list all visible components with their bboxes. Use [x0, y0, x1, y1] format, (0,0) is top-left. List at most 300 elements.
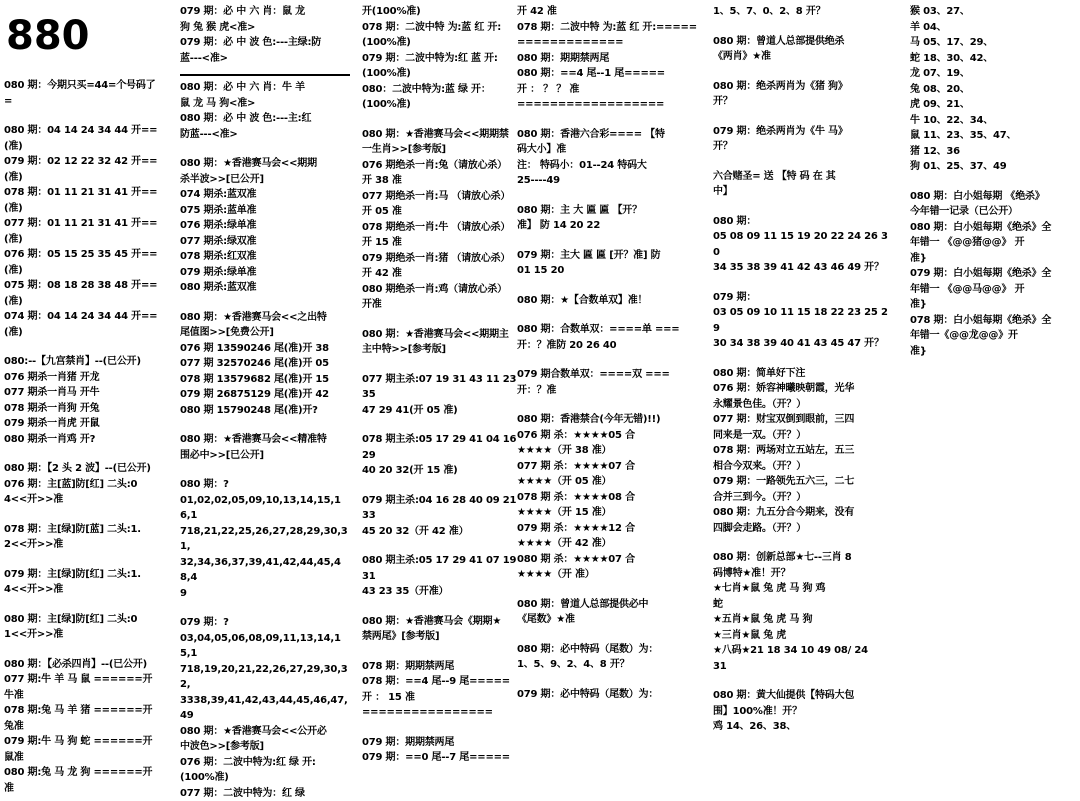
text-line: 079 期：02 12 22 32 42 开==(准)	[4, 154, 164, 185]
text-line: 猪 12、36	[910, 144, 1080, 160]
block-gap	[517, 583, 705, 597]
text-line: 079 期:牛 马 狗 蛇 ======开	[4, 734, 164, 750]
text-line: 马 05、17、29、	[910, 35, 1080, 51]
text-line: 蛇	[713, 597, 888, 613]
column-3	[362, 4, 517, 801]
text-block	[362, 735, 517, 766]
text-block	[180, 432, 350, 463]
text-line: 080 期：★香港赛马会《期期★	[362, 614, 517, 630]
text-line: 077 期 杀：★★★★07 合	[517, 459, 705, 475]
block-gap	[517, 628, 705, 642]
column-5	[713, 4, 888, 801]
text-line: 开 38 准	[362, 173, 517, 189]
text-block	[517, 293, 705, 309]
text-block	[713, 366, 888, 537]
text-line: 078 期 13579682 尾(准)开 15	[180, 372, 350, 388]
text-line: 32,34,36,37,39,41,42,44,45,48,4	[180, 555, 350, 586]
block-gap	[910, 175, 1080, 189]
text-line: 080 期：今期只买=44=个号码了	[4, 78, 164, 94]
text-line: 围】100%准！开？	[713, 704, 888, 720]
text-line: 076 期：二波中特为:红 绿 开:	[180, 755, 350, 771]
block-gap	[362, 600, 517, 614]
text-line: 077 期：财宝双倒到眼前，三四	[713, 412, 888, 428]
text-line: 080 期：白小姐每期《绝杀》全	[910, 220, 1080, 236]
text-line: ★★★★（开 准）	[517, 567, 705, 583]
text-line: 080 期：主 大 匾 匾 【开？	[517, 203, 705, 219]
text-line: 鼠 龙 马 狗<准>	[180, 96, 350, 112]
text-line: 080 期：期期禁两尾	[517, 51, 705, 67]
text-line: 076 期杀:绿单准	[180, 218, 350, 234]
text-line: 076 期：娇容神曦映朝霞，光华	[713, 381, 888, 397]
text-block	[362, 614, 517, 645]
text-line: 079 期 26875129 尾(准)开 42	[180, 387, 350, 403]
text-line: 080 期：绝杀两肖为《猪 狗》	[713, 79, 888, 95]
text-line: 47 29 41(开 05 准)	[362, 403, 517, 419]
block-gap	[517, 308, 705, 322]
text-line: 079 期：必 中 六 肖：鼠 龙	[180, 4, 350, 20]
text-line: 四脚会走路。（开？）	[713, 521, 888, 537]
text-line: 虎 09、21、	[910, 97, 1080, 113]
text-line: 080 期：★香港赛马会<<期期禁	[362, 127, 517, 143]
text-line: 兔 08、20、	[910, 82, 1080, 98]
text-line: 080 期：必中特码（尾数）为：	[517, 642, 705, 658]
text-line: 078 期：二波中特 为:蓝 红 开:	[362, 20, 517, 36]
text-line: 鼠 11、23、35、47、	[910, 128, 1080, 144]
text-line: 080 期：黄大仙提供【特码大包	[713, 688, 888, 704]
text-line: 猴 03、27、	[910, 4, 1080, 20]
text-line: ★三肖★鼠 兔 虎	[713, 628, 888, 644]
text-line: 43 23 35（开准）	[362, 584, 517, 600]
block-gap	[4, 598, 164, 612]
text-block	[713, 214, 888, 276]
text-line: 尾值图>>[免费公开]	[180, 325, 350, 341]
text-line: 080 期：香港禁合(今年无错)!!)	[517, 412, 705, 428]
text-line: 080 期：★香港赛马会<<期期主	[362, 327, 517, 343]
text-line: 078 期绝杀一肖:牛 （请放心杀）	[362, 220, 517, 236]
text-line: 《尾数》★准	[517, 612, 705, 628]
text-line: 龙 07、19、	[910, 66, 1080, 82]
text-line: 079 期主杀:04 16 28 40 09 21 33	[362, 493, 517, 524]
text-line: 蓝---<准>	[180, 51, 350, 67]
text-line: 《两肖》★准	[713, 49, 888, 65]
text-line: 078 期：01 11 21 31 41 开==(准)	[4, 185, 164, 216]
text-line: 079 期：?	[180, 615, 350, 631]
text-line: 078 期 杀：★★★★08 合	[517, 490, 705, 506]
text-block	[362, 432, 517, 479]
text-line: 4<<开>>准	[4, 582, 164, 598]
text-block	[180, 4, 350, 66]
text-line: 080 期：★香港赛马会<<公开必	[180, 724, 350, 740]
text-line: 01,02,02,05,09,10,13,14,15,16,1	[180, 493, 350, 524]
text-line: 六合赌圣= 送 【特 码 在 其	[713, 169, 888, 185]
text-line: 718,21,22,25,26,27,28,29,30,31,	[180, 524, 350, 555]
text-line: 080 期:兔 马 龙 狗 ======开	[4, 765, 164, 781]
text-line: 年错一《@@龙@@》开	[910, 328, 1080, 344]
text-line: 076 期：05 15 25 35 45 开==(准)	[4, 247, 164, 278]
text-block	[713, 4, 888, 20]
block-gap	[713, 276, 888, 290]
text-line: 076 期绝杀一肖:兔（请放心杀）	[362, 158, 517, 174]
text-line: 079 期合数单双：====双 ===	[517, 367, 705, 383]
text-line: 080 期：★香港赛马会<<精准特	[180, 432, 350, 448]
text-line: (100%准)	[362, 97, 517, 113]
block-gap	[4, 508, 164, 522]
block-gap	[4, 109, 164, 123]
text-line: 9	[180, 586, 350, 602]
text-line: 开 ： ？ ？ 准	[517, 82, 705, 98]
text-line: 076 期 杀：★★★★05 合	[517, 428, 705, 444]
text-block	[4, 354, 164, 447]
text-line: 开 15 准	[362, 235, 517, 251]
text-line: ★★★★（开 05 准）	[517, 474, 705, 490]
text-line: 开：？准防 20 26 40	[517, 338, 705, 354]
text-line: 码大小】准	[517, 142, 705, 158]
text-line: 准}	[910, 251, 1080, 267]
block-gap	[4, 643, 164, 657]
text-line: 077 期主杀:07 19 31 43 11 23 35	[362, 372, 517, 403]
text-line: 080 期：主[绿]防[红] 二头:0	[4, 612, 164, 628]
text-line: 079 期绝杀一肖:猪 （请放心杀）	[362, 251, 517, 267]
block-gap	[517, 279, 705, 293]
text-block	[517, 367, 705, 398]
text-line: 开(100%准)	[362, 4, 517, 20]
text-line: ★五肖★鼠 兔 虎 马 狗	[713, 612, 888, 628]
text-line: 080 期：★香港赛马会<<之出特	[180, 310, 350, 326]
text-line: 开准	[362, 297, 517, 313]
text-line: 080 期：必 中 六 肖：牛 羊	[180, 80, 350, 96]
text-line: 兔准	[4, 719, 164, 735]
text-line: 077 期 32570246 尾(准)开 05	[180, 356, 350, 372]
text-line: (100%准)	[362, 66, 517, 82]
column-4	[517, 4, 705, 801]
block-gap	[713, 65, 888, 79]
text-line: 080 期：==4 尾--1 尾=====	[517, 66, 705, 82]
text-line: 牛准	[4, 688, 164, 704]
text-line: 079 期：绝杀两肖为《牛 马》	[713, 124, 888, 140]
block-gap	[180, 296, 350, 310]
text-line: 准	[4, 781, 164, 797]
text-line: 4<<开>>准	[4, 492, 164, 508]
text-line: 080 期：香港六合彩==== 【特	[517, 127, 705, 143]
text-line: 防蓝---<准>	[180, 127, 350, 143]
block-gap	[4, 553, 164, 567]
text-line: 079 期：必 中 波 色:---主绿:防	[180, 35, 350, 51]
text-line: 准}	[910, 344, 1080, 360]
text-block	[713, 290, 888, 352]
text-line: 079 期：主大 匾 匾 [开？准] 防	[517, 248, 705, 264]
text-line: 080 期：合数单双：====单 ===	[517, 322, 705, 338]
text-line: =	[4, 94, 164, 110]
block-gap	[713, 200, 888, 214]
text-line: 076 期杀一肖猪 开龙	[4, 370, 164, 386]
text-line: 1<<开>>准	[4, 627, 164, 643]
text-block	[517, 412, 705, 583]
text-block	[517, 687, 705, 703]
text-line: 074 期：04 14 24 34 44 开==(准)	[4, 309, 164, 340]
text-block	[713, 169, 888, 200]
text-line: ================	[362, 705, 517, 721]
text-block	[4, 78, 164, 109]
text-line: 078 期：二波中特 为:蓝 红 开:==================	[517, 20, 705, 51]
text-block	[4, 657, 164, 797]
text-line: 开：？准	[517, 383, 705, 399]
text-line: 40 20 32(开 15 准)	[362, 463, 517, 479]
site-logo: 880	[6, 14, 164, 58]
text-line: 30 34 38 39 40 41 43 45 47 开？	[713, 336, 888, 352]
text-block	[4, 567, 164, 598]
text-block	[713, 124, 888, 155]
text-line: 34 35 38 39 41 42 43 46 49 开？	[713, 260, 888, 276]
text-line: 080 期：曾道人总部提供绝杀	[713, 34, 888, 50]
text-line: 080：二波中特为:蓝 绿 开：	[362, 82, 517, 98]
text-line: 03,04,05,06,08,09,11,13,14,15,1	[180, 631, 350, 662]
text-line: 开？	[713, 139, 888, 155]
text-line: 一生肖>>[参考版]	[362, 142, 517, 158]
text-block	[713, 79, 888, 110]
text-line: 杀半波>>[已公开]	[180, 172, 350, 188]
text-line: 078 期:兔 马 羊 猪 ======开	[4, 703, 164, 719]
text-line: 开？	[713, 94, 888, 110]
text-block	[180, 310, 350, 419]
text-line: 078 期杀一肖狗 开兔	[4, 401, 164, 417]
text-line: 开 05 准	[362, 204, 517, 220]
text-line: 080 期：必 中 波 色:---主:红	[180, 111, 350, 127]
text-line: 2<<开>>准	[4, 537, 164, 553]
text-line: 羊 04、	[910, 20, 1080, 36]
block-gap	[362, 358, 517, 372]
text-line: 今年错一记录（已公开）	[910, 204, 1080, 220]
text-line: 080 期：?	[180, 477, 350, 493]
text-line: 079 期：必中特码（尾数）为：	[517, 687, 705, 703]
text-line: 079 期杀:绿单准	[180, 265, 350, 281]
text-line: (100%准)	[362, 35, 517, 51]
text-line: 3338,39,41,42,43,44,45,46,47,49	[180, 693, 350, 724]
text-block	[4, 461, 164, 508]
text-block	[362, 327, 517, 358]
text-line: 25----49	[517, 173, 705, 189]
text-line: ==================	[517, 97, 705, 113]
text-line: 076 期：主[蓝]防[红] 二头:0	[4, 477, 164, 493]
text-line: 078 期：==4 尾--9 尾=====	[362, 674, 517, 690]
text-line: 718,19,20,21,22,26,27,29,30,32,	[180, 662, 350, 693]
text-line: 080 期 15790248 尾(准)开?	[180, 403, 350, 419]
text-line: 主中特>>[参考版]	[362, 342, 517, 358]
column-6	[910, 4, 1080, 801]
text-block	[362, 127, 517, 313]
block-gap	[517, 353, 705, 367]
text-line: 079 期：白小姐每期《绝杀》全	[910, 266, 1080, 282]
text-line: 开 42 准	[517, 4, 705, 20]
text-line: 永耀景色佳。（开？）	[713, 397, 888, 413]
text-line: 禁两尾》[参考版]	[362, 629, 517, 645]
text-block	[362, 493, 517, 540]
text-line: 078 期：期期禁两尾	[362, 659, 517, 675]
block-gap	[517, 189, 705, 203]
text-line: 080 期：白小姐每期 《绝杀》	[910, 189, 1080, 205]
text-line: 077 期杀一肖马 开牛	[4, 385, 164, 401]
text-line: 注： 特码小：01--24 特码大	[517, 158, 705, 174]
text-line: 080 期：★香港赛马会<<期期	[180, 156, 350, 172]
text-line: 080 期：04 14 24 34 44 开==(准)	[4, 123, 164, 154]
block-gap	[4, 340, 164, 354]
text-line: 1、5、7、0、2、8 开？	[713, 4, 888, 20]
text-block	[362, 553, 517, 600]
text-line: 同来是一双。（开？）	[713, 428, 888, 444]
text-block	[4, 123, 164, 340]
text-line: 相合今双来。（开？）	[713, 459, 888, 475]
text-line: 078 期主杀:05 17 29 41 04 16 29	[362, 432, 517, 463]
text-line: 开 42 准	[362, 266, 517, 282]
text-line: 年错一 《@@猪@@》 开	[910, 235, 1080, 251]
text-line: 078 期：主[绿]防[蓝] 二头:1.	[4, 522, 164, 538]
text-line: 077 期：01 11 21 31 41 开==(准)	[4, 216, 164, 247]
text-line: 01 15 20	[517, 263, 705, 279]
text-block	[362, 4, 517, 113]
text-line: 1、5、9、2、4、8 开？	[517, 657, 705, 673]
text-line: 围必中>>[已公开]	[180, 448, 350, 464]
text-block	[910, 189, 1080, 360]
text-line: 077 期杀:绿双准	[180, 234, 350, 250]
text-line: 鼠准	[4, 750, 164, 766]
block-gap	[180, 418, 350, 432]
text-block	[713, 688, 888, 735]
text-line: (100%准)	[180, 770, 350, 786]
text-line: 075 期：08 18 28 38 48 开==(准)	[4, 278, 164, 309]
block-gap	[713, 536, 888, 550]
text-block	[910, 4, 1080, 175]
text-line: 080 期：★【合数单双】准！	[517, 293, 705, 309]
text-block	[517, 642, 705, 673]
text-line: 079 期杀一肖虎 开鼠	[4, 416, 164, 432]
block-gap	[362, 721, 517, 735]
block-gap	[713, 352, 888, 366]
text-line: ★★★★（开 42 准）	[517, 536, 705, 552]
text-block	[713, 550, 888, 674]
text-line: 中】	[713, 184, 888, 200]
text-line: 080 期绝杀一肖:鸡（请放心杀）	[362, 282, 517, 298]
block-gap	[713, 155, 888, 169]
text-line: 狗 01、25、37、49	[910, 159, 1080, 175]
block-gap	[362, 418, 517, 432]
text-block	[517, 597, 705, 628]
text-block	[4, 612, 164, 643]
text-line: 鸡 14、26、38、	[713, 719, 888, 735]
text-block	[517, 4, 705, 113]
text-line: 078 期：两场对立五站左，五三	[713, 443, 888, 459]
text-line: 079 期：==0 尾--7 尾=====	[362, 750, 517, 766]
text-line: 年错一 《@@马@@》 开	[910, 282, 1080, 298]
text-line: 077 期:牛 羊 马 鼠 ======开	[4, 672, 164, 688]
text-line: 080 期主杀:05 17 29 41 07 19 31	[362, 553, 517, 584]
block-gap	[362, 645, 517, 659]
text-block	[517, 203, 705, 234]
block-gap	[362, 113, 517, 127]
text-line: 准}	[910, 297, 1080, 313]
text-block	[4, 522, 164, 553]
text-line: 蛇 18、30、42、	[910, 51, 1080, 67]
text-line: 准】 防 14 20 22	[517, 218, 705, 234]
column-1	[4, 0, 164, 797]
text-line: 03 05 09 10 11 15 18 22 23 25 29	[713, 305, 888, 336]
block-gap	[180, 142, 350, 156]
text-line: ★★★★（开 38 准）	[517, 443, 705, 459]
block-gap	[713, 110, 888, 124]
text-line: 080 期杀:蓝双准	[180, 280, 350, 296]
text-line: 079 期：期期禁两尾	[362, 735, 517, 751]
text-line: 079 期：一路领先五六三，二七	[713, 474, 888, 490]
text-block	[713, 34, 888, 65]
text-line: ★七肖★鼠 兔 虎 马 狗 鸡	[713, 581, 888, 597]
text-line: 080 期：曾道人总部提供必中	[517, 597, 705, 613]
text-block	[517, 127, 705, 189]
block-gap	[517, 113, 705, 127]
text-line: 079 期：	[713, 290, 888, 306]
block-gap	[362, 539, 517, 553]
text-line: 079 期：二波中特为:红 蓝 开:	[362, 51, 517, 67]
block-gap	[517, 673, 705, 687]
text-line: 080 期：创新总部★七--三肖 8	[713, 550, 888, 566]
text-line: 05 08 09 11 15 19 20 22 24 26 30	[713, 229, 888, 260]
text-line: 080 期：	[713, 214, 888, 230]
block-gap	[713, 674, 888, 688]
text-line: 080 期：简单好下注	[713, 366, 888, 382]
text-line: 080 期：【必杀四肖】--(已公开)	[4, 657, 164, 673]
text-line: 合并三到今。（开？）	[713, 490, 888, 506]
block-gap	[517, 234, 705, 248]
divider	[180, 74, 350, 76]
block-gap	[4, 447, 164, 461]
text-line: 中波色>>[参考版]	[180, 739, 350, 755]
text-block	[180, 80, 350, 142]
text-line: 074 期杀:蓝双准	[180, 187, 350, 203]
text-block	[180, 156, 350, 296]
text-line: 080 期：【2 头 2 波】--(已公开)	[4, 461, 164, 477]
text-line: 080:--【九宫禁肖】--(已公开)	[4, 354, 164, 370]
block-gap	[180, 601, 350, 615]
text-line: 076 期 13590246 尾(准)开 38	[180, 341, 350, 357]
text-block	[362, 659, 517, 721]
text-line: 078 期杀:红双准	[180, 249, 350, 265]
text-line: ★★★★（开 15 准）	[517, 505, 705, 521]
text-line: 45 20 32（开 42 准）	[362, 524, 517, 540]
text-line: 079 期：主[绿]防[红] 二头:1.	[4, 567, 164, 583]
text-line: 31	[713, 659, 888, 675]
text-line: 狗 兔 猴 虎<准>	[180, 20, 350, 36]
text-line: ★八码★21 18 34 10 49 08/ 24	[713, 643, 888, 659]
block-gap	[713, 20, 888, 34]
text-line: 开 ： 15 准	[362, 690, 517, 706]
text-line: 牛 10、22、34、	[910, 113, 1080, 129]
text-line: 078 期：白小姐每期《绝杀》全	[910, 313, 1080, 329]
text-line: 码博特★准！开？	[713, 566, 888, 582]
block-gap	[517, 398, 705, 412]
column-2	[180, 4, 350, 801]
text-line: 080 期 杀：★★★★07 合	[517, 552, 705, 568]
block-gap	[362, 479, 517, 493]
text-block	[517, 248, 705, 279]
text-block	[180, 477, 350, 601]
text-block	[180, 615, 350, 801]
text-line: 077 期绝杀一肖:马 （请放心杀）	[362, 189, 517, 205]
text-line: 080 期：九五分合今期来，没有	[713, 505, 888, 521]
block-gap	[180, 463, 350, 477]
text-line: 077 期：二波中特为：红 绿	[180, 786, 350, 801]
text-line: 079 期 杀：★★★★12 合	[517, 521, 705, 537]
text-line: 080 期杀一肖鸡 开?	[4, 432, 164, 448]
text-block	[362, 372, 517, 419]
text-line: 075 期杀:蓝单准	[180, 203, 350, 219]
text-block	[517, 322, 705, 353]
